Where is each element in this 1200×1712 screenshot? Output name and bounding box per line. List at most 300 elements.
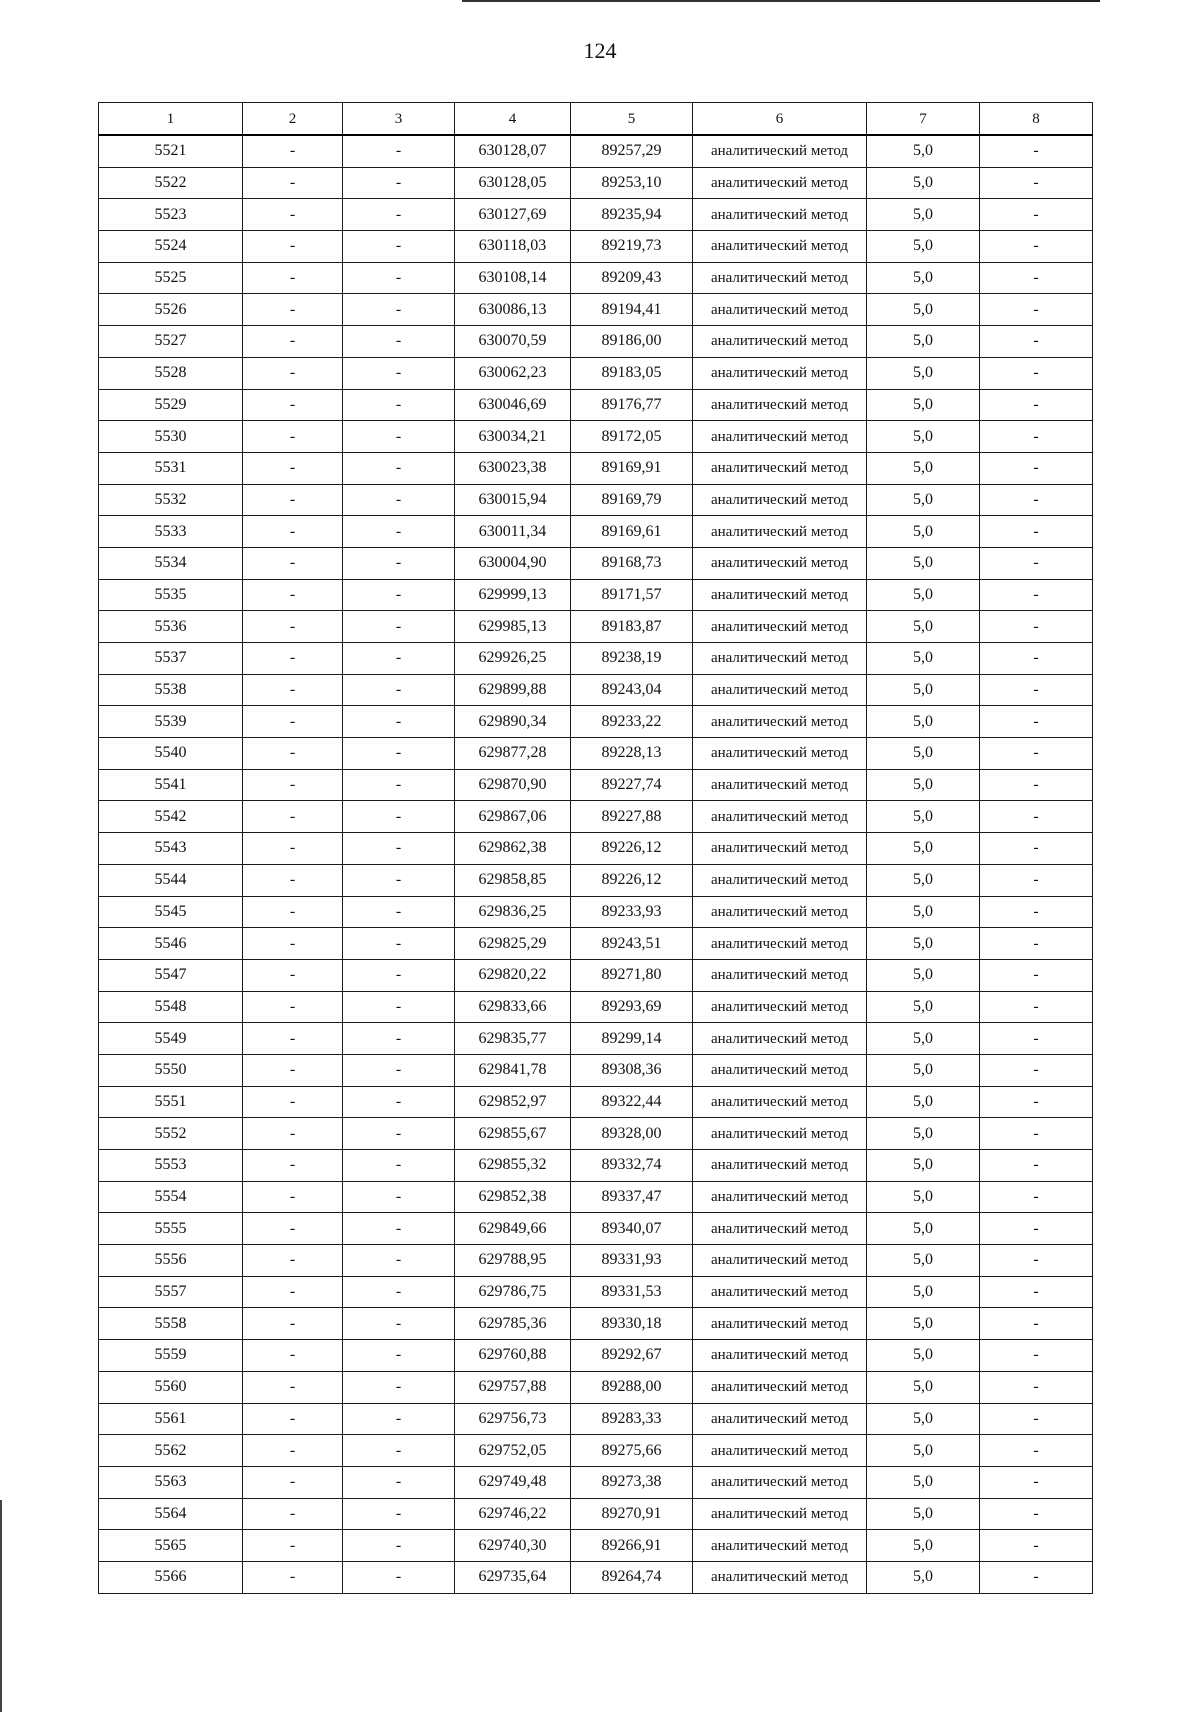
point-number-cell: 5551	[99, 1086, 243, 1118]
point-number-cell: 5544	[99, 864, 243, 896]
col3-cell: -	[343, 1150, 455, 1182]
x-coordinate-cell: 629786,75	[455, 1276, 571, 1308]
point-number-cell: 5523	[99, 199, 243, 231]
column-header-3: 3	[343, 103, 455, 136]
col2-cell: -	[243, 1340, 343, 1372]
y-coordinate-cell: 89172,05	[571, 421, 693, 453]
col3-cell: -	[343, 959, 455, 991]
point-number-cell: 5534	[99, 547, 243, 579]
x-coordinate-cell: 629760,88	[455, 1340, 571, 1372]
col3-cell: -	[343, 769, 455, 801]
x-coordinate-cell: 629858,85	[455, 864, 571, 896]
col2-cell: -	[243, 674, 343, 706]
col3-cell: -	[343, 1340, 455, 1372]
accuracy-cell: 5,0	[867, 1213, 980, 1245]
x-coordinate-cell: 630034,21	[455, 421, 571, 453]
col3-cell: -	[343, 231, 455, 263]
column-header-5: 5	[571, 103, 693, 136]
x-coordinate-cell: 630127,69	[455, 199, 571, 231]
x-coordinate-cell: 629752,05	[455, 1435, 571, 1467]
col3-cell: -	[343, 547, 455, 579]
col3-cell: -	[343, 1118, 455, 1150]
col8-cell: -	[980, 1435, 1093, 1467]
col8-cell: -	[980, 389, 1093, 421]
point-number-cell: 5550	[99, 1054, 243, 1086]
x-coordinate-cell: 629746,22	[455, 1498, 571, 1530]
y-coordinate-cell: 89331,93	[571, 1245, 693, 1277]
col2-cell: -	[243, 959, 343, 991]
col3-cell: -	[343, 1181, 455, 1213]
method-cell: аналитический метод	[693, 1150, 867, 1182]
y-coordinate-cell: 89186,00	[571, 326, 693, 358]
y-coordinate-cell: 89264,74	[571, 1561, 693, 1593]
x-coordinate-cell: 629833,66	[455, 991, 571, 1023]
x-coordinate-cell: 629756,73	[455, 1403, 571, 1435]
point-number-cell: 5521	[99, 135, 243, 167]
table-row	[99, 389, 1093, 421]
y-coordinate-cell: 89293,69	[571, 991, 693, 1023]
accuracy-cell: 5,0	[867, 1371, 980, 1403]
col8-cell: -	[980, 769, 1093, 801]
point-number-cell: 5528	[99, 357, 243, 389]
col3-cell: -	[343, 1498, 455, 1530]
point-number-cell: 5556	[99, 1245, 243, 1277]
col8-cell: -	[980, 579, 1093, 611]
col2-cell: -	[243, 738, 343, 770]
col8-cell: -	[980, 135, 1093, 167]
x-coordinate-cell: 629852,97	[455, 1086, 571, 1118]
col2-cell: -	[243, 1213, 343, 1245]
table-row	[99, 611, 1093, 643]
method-cell: аналитический метод	[693, 1371, 867, 1403]
point-number-cell: 5530	[99, 421, 243, 453]
col3-cell: -	[343, 135, 455, 167]
table-row	[99, 1118, 1093, 1150]
accuracy-cell: 5,0	[867, 959, 980, 991]
y-coordinate-cell: 89228,13	[571, 738, 693, 770]
y-coordinate-cell: 89209,43	[571, 262, 693, 294]
method-cell: аналитический метод	[693, 1530, 867, 1562]
col2-cell: -	[243, 1371, 343, 1403]
col2-cell: -	[243, 421, 343, 453]
accuracy-cell: 5,0	[867, 199, 980, 231]
col2-cell: -	[243, 547, 343, 579]
point-number-cell: 5548	[99, 991, 243, 1023]
x-coordinate-cell: 629740,30	[455, 1530, 571, 1562]
method-cell: аналитический метод	[693, 579, 867, 611]
col3-cell: -	[343, 579, 455, 611]
accuracy-cell: 5,0	[867, 547, 980, 579]
point-number-cell: 5541	[99, 769, 243, 801]
col2-cell: -	[243, 294, 343, 326]
method-cell: аналитический метод	[693, 231, 867, 263]
method-cell: аналитический метод	[693, 611, 867, 643]
x-coordinate-cell: 629785,36	[455, 1308, 571, 1340]
col2-cell: -	[243, 1023, 343, 1055]
col2-cell: -	[243, 1530, 343, 1562]
method-cell: аналитический метод	[693, 1403, 867, 1435]
x-coordinate-cell: 629899,88	[455, 674, 571, 706]
col3-cell: -	[343, 326, 455, 358]
col2-cell: -	[243, 1466, 343, 1498]
method-cell: аналитический метод	[693, 326, 867, 358]
y-coordinate-cell: 89271,80	[571, 959, 693, 991]
method-cell: аналитический метод	[693, 1181, 867, 1213]
table-row	[99, 1213, 1093, 1245]
table-row	[99, 1403, 1093, 1435]
col8-cell: -	[980, 706, 1093, 738]
y-coordinate-cell: 89292,67	[571, 1340, 693, 1372]
method-cell: аналитический метод	[693, 896, 867, 928]
col3-cell: -	[343, 1245, 455, 1277]
accuracy-cell: 5,0	[867, 294, 980, 326]
x-coordinate-cell: 629788,95	[455, 1245, 571, 1277]
col8-cell: -	[980, 643, 1093, 675]
method-cell: аналитический метод	[693, 1435, 867, 1467]
scan-border-line	[0, 1500, 2, 1712]
accuracy-cell: 5,0	[867, 1308, 980, 1340]
accuracy-cell: 5,0	[867, 1245, 980, 1277]
col3-cell: -	[343, 738, 455, 770]
col2-cell: -	[243, 991, 343, 1023]
y-coordinate-cell: 89169,61	[571, 516, 693, 548]
method-cell: аналитический метод	[693, 547, 867, 579]
col8-cell: -	[980, 167, 1093, 199]
table-row	[99, 516, 1093, 548]
col8-cell: -	[980, 484, 1093, 516]
method-cell: аналитический метод	[693, 357, 867, 389]
point-number-cell: 5538	[99, 674, 243, 706]
col3-cell: -	[343, 167, 455, 199]
accuracy-cell: 5,0	[867, 357, 980, 389]
point-number-cell: 5540	[99, 738, 243, 770]
col3-cell: -	[343, 1435, 455, 1467]
col2-cell: -	[243, 769, 343, 801]
method-cell: аналитический метод	[693, 1213, 867, 1245]
x-coordinate-cell: 630108,14	[455, 262, 571, 294]
col2-cell: -	[243, 896, 343, 928]
col3-cell: -	[343, 484, 455, 516]
table-row	[99, 1340, 1093, 1372]
method-cell: аналитический метод	[693, 674, 867, 706]
point-number-cell: 5542	[99, 801, 243, 833]
accuracy-cell: 5,0	[867, 643, 980, 675]
y-coordinate-cell: 89266,91	[571, 1530, 693, 1562]
table-row	[99, 452, 1093, 484]
x-coordinate-cell: 629926,25	[455, 643, 571, 675]
x-coordinate-cell: 629820,22	[455, 959, 571, 991]
accuracy-cell: 5,0	[867, 1181, 980, 1213]
table-row	[99, 1086, 1093, 1118]
accuracy-cell: 5,0	[867, 1498, 980, 1530]
x-coordinate-cell: 629841,78	[455, 1054, 571, 1086]
method-cell: аналитический метод	[693, 1086, 867, 1118]
col8-cell: -	[980, 326, 1093, 358]
table-row	[99, 896, 1093, 928]
accuracy-cell: 5,0	[867, 674, 980, 706]
y-coordinate-cell: 89226,12	[571, 864, 693, 896]
accuracy-cell: 5,0	[867, 833, 980, 865]
accuracy-cell: 5,0	[867, 1054, 980, 1086]
col2-cell: -	[243, 928, 343, 960]
col3-cell: -	[343, 389, 455, 421]
col8-cell: -	[980, 357, 1093, 389]
method-cell: аналитический метод	[693, 421, 867, 453]
col8-cell: -	[980, 1308, 1093, 1340]
col3-cell: -	[343, 896, 455, 928]
method-cell: аналитический метод	[693, 484, 867, 516]
col8-cell: -	[980, 547, 1093, 579]
col8-cell: -	[980, 1245, 1093, 1277]
col2-cell: -	[243, 135, 343, 167]
table-row	[99, 357, 1093, 389]
table-row	[99, 1530, 1093, 1562]
col2-cell: -	[243, 611, 343, 643]
point-number-cell: 5525	[99, 262, 243, 294]
table-row	[99, 421, 1093, 453]
accuracy-cell: 5,0	[867, 1086, 980, 1118]
col2-cell: -	[243, 1181, 343, 1213]
col2-cell: -	[243, 1054, 343, 1086]
col8-cell: -	[980, 611, 1093, 643]
x-coordinate-cell: 630062,23	[455, 357, 571, 389]
col2-cell: -	[243, 1561, 343, 1593]
point-number-cell: 5549	[99, 1023, 243, 1055]
col8-cell: -	[980, 1498, 1093, 1530]
y-coordinate-cell: 89332,74	[571, 1150, 693, 1182]
col8-cell: -	[980, 262, 1093, 294]
accuracy-cell: 5,0	[867, 231, 980, 263]
point-number-cell: 5566	[99, 1561, 243, 1593]
accuracy-cell: 5,0	[867, 1276, 980, 1308]
x-coordinate-cell: 629849,66	[455, 1213, 571, 1245]
col2-cell: -	[243, 1086, 343, 1118]
x-coordinate-cell: 629852,38	[455, 1181, 571, 1213]
col2-cell: -	[243, 357, 343, 389]
col3-cell: -	[343, 801, 455, 833]
accuracy-cell: 5,0	[867, 864, 980, 896]
y-coordinate-cell: 89227,88	[571, 801, 693, 833]
method-cell: аналитический метод	[693, 959, 867, 991]
y-coordinate-cell: 89257,29	[571, 135, 693, 167]
accuracy-cell: 5,0	[867, 706, 980, 738]
point-number-cell: 5532	[99, 484, 243, 516]
column-header-8: 8	[980, 103, 1093, 136]
table-row	[99, 1023, 1093, 1055]
col3-cell: -	[343, 611, 455, 643]
col8-cell: -	[980, 1150, 1093, 1182]
accuracy-cell: 5,0	[867, 1530, 980, 1562]
table-row	[99, 674, 1093, 706]
y-coordinate-cell: 89183,05	[571, 357, 693, 389]
col8-cell: -	[980, 674, 1093, 706]
table-row	[99, 1054, 1093, 1086]
table-row	[99, 1371, 1093, 1403]
col3-cell: -	[343, 864, 455, 896]
accuracy-cell: 5,0	[867, 1466, 980, 1498]
col3-cell: -	[343, 1308, 455, 1340]
col3-cell: -	[343, 1403, 455, 1435]
col3-cell: -	[343, 452, 455, 484]
y-coordinate-cell: 89322,44	[571, 1086, 693, 1118]
col8-cell: -	[980, 421, 1093, 453]
point-number-cell: 5536	[99, 611, 243, 643]
col2-cell: -	[243, 1118, 343, 1150]
col8-cell: -	[980, 896, 1093, 928]
x-coordinate-cell: 630046,69	[455, 389, 571, 421]
method-cell: аналитический метод	[693, 262, 867, 294]
col3-cell: -	[343, 833, 455, 865]
table-row	[99, 294, 1093, 326]
col3-cell: -	[343, 199, 455, 231]
col8-cell: -	[980, 1276, 1093, 1308]
point-number-cell: 5526	[99, 294, 243, 326]
table-row	[99, 199, 1093, 231]
method-cell: аналитический метод	[693, 643, 867, 675]
y-coordinate-cell: 89283,33	[571, 1403, 693, 1435]
table-header-row	[99, 103, 1093, 136]
table-row	[99, 326, 1093, 358]
point-number-cell: 5564	[99, 1498, 243, 1530]
method-cell: аналитический метод	[693, 199, 867, 231]
table-row	[99, 769, 1093, 801]
method-cell: аналитический метод	[693, 516, 867, 548]
y-coordinate-cell: 89233,93	[571, 896, 693, 928]
col3-cell: -	[343, 421, 455, 453]
col8-cell: -	[980, 1340, 1093, 1372]
table-body	[99, 135, 1093, 1593]
col3-cell: -	[343, 294, 455, 326]
y-coordinate-cell: 89235,94	[571, 199, 693, 231]
point-number-cell: 5563	[99, 1466, 243, 1498]
col2-cell: -	[243, 1245, 343, 1277]
y-coordinate-cell: 89243,04	[571, 674, 693, 706]
coordinates-table	[98, 102, 1093, 1594]
col3-cell: -	[343, 1023, 455, 1055]
y-coordinate-cell: 89288,00	[571, 1371, 693, 1403]
table-row	[99, 706, 1093, 738]
col8-cell: -	[980, 1466, 1093, 1498]
col8-cell: -	[980, 1181, 1093, 1213]
col2-cell: -	[243, 1498, 343, 1530]
point-number-cell: 5529	[99, 389, 243, 421]
x-coordinate-cell: 630128,07	[455, 135, 571, 167]
col8-cell: -	[980, 1371, 1093, 1403]
method-cell: аналитический метод	[693, 1054, 867, 1086]
method-cell: аналитический метод	[693, 801, 867, 833]
col3-cell: -	[343, 643, 455, 675]
col2-cell: -	[243, 801, 343, 833]
y-coordinate-cell: 89328,00	[571, 1118, 693, 1150]
accuracy-cell: 5,0	[867, 167, 980, 199]
point-number-cell: 5562	[99, 1435, 243, 1467]
method-cell: аналитический метод	[693, 706, 867, 738]
method-cell: аналитический метод	[693, 452, 867, 484]
accuracy-cell: 5,0	[867, 1023, 980, 1055]
col8-cell: -	[980, 833, 1093, 865]
table-row	[99, 991, 1093, 1023]
accuracy-cell: 5,0	[867, 1150, 980, 1182]
y-coordinate-cell: 89243,51	[571, 928, 693, 960]
col3-cell: -	[343, 1054, 455, 1086]
method-cell: аналитический метод	[693, 1308, 867, 1340]
col3-cell: -	[343, 1530, 455, 1562]
y-coordinate-cell: 89331,53	[571, 1276, 693, 1308]
table-row	[99, 1561, 1093, 1593]
x-coordinate-cell: 629985,13	[455, 611, 571, 643]
y-coordinate-cell: 89238,19	[571, 643, 693, 675]
col3-cell: -	[343, 928, 455, 960]
x-coordinate-cell: 629862,38	[455, 833, 571, 865]
col8-cell: -	[980, 959, 1093, 991]
accuracy-cell: 5,0	[867, 1561, 980, 1593]
column-header-7: 7	[867, 103, 980, 136]
col8-cell: -	[980, 1023, 1093, 1055]
col2-cell: -	[243, 706, 343, 738]
col8-cell: -	[980, 1086, 1093, 1118]
accuracy-cell: 5,0	[867, 896, 980, 928]
method-cell: аналитический метод	[693, 1498, 867, 1530]
x-coordinate-cell: 630118,03	[455, 231, 571, 263]
method-cell: аналитический метод	[693, 1561, 867, 1593]
table-row	[99, 959, 1093, 991]
method-cell: аналитический метод	[693, 167, 867, 199]
method-cell: аналитический метод	[693, 833, 867, 865]
col2-cell: -	[243, 262, 343, 294]
point-number-cell: 5561	[99, 1403, 243, 1435]
x-coordinate-cell: 629867,06	[455, 801, 571, 833]
accuracy-cell: 5,0	[867, 991, 980, 1023]
point-number-cell: 5558	[99, 1308, 243, 1340]
y-coordinate-cell: 89299,14	[571, 1023, 693, 1055]
y-coordinate-cell: 89176,77	[571, 389, 693, 421]
y-coordinate-cell: 89340,07	[571, 1213, 693, 1245]
x-coordinate-cell: 629749,48	[455, 1466, 571, 1498]
accuracy-cell: 5,0	[867, 326, 980, 358]
y-coordinate-cell: 89169,79	[571, 484, 693, 516]
method-cell: аналитический метод	[693, 135, 867, 167]
method-cell: аналитический метод	[693, 1245, 867, 1277]
accuracy-cell: 5,0	[867, 421, 980, 453]
method-cell: аналитический метод	[693, 769, 867, 801]
accuracy-cell: 5,0	[867, 389, 980, 421]
col2-cell: -	[243, 1276, 343, 1308]
col3-cell: -	[343, 674, 455, 706]
col2-cell: -	[243, 516, 343, 548]
method-cell: аналитический метод	[693, 294, 867, 326]
col2-cell: -	[243, 1435, 343, 1467]
x-coordinate-cell: 630086,13	[455, 294, 571, 326]
col2-cell: -	[243, 864, 343, 896]
accuracy-cell: 5,0	[867, 516, 980, 548]
accuracy-cell: 5,0	[867, 928, 980, 960]
point-number-cell: 5546	[99, 928, 243, 960]
col3-cell: -	[343, 706, 455, 738]
point-number-cell: 5565	[99, 1530, 243, 1562]
y-coordinate-cell: 89273,38	[571, 1466, 693, 1498]
col8-cell: -	[980, 1213, 1093, 1245]
y-coordinate-cell: 89171,57	[571, 579, 693, 611]
col2-cell: -	[243, 484, 343, 516]
table-row	[99, 167, 1093, 199]
table-row	[99, 738, 1093, 770]
col8-cell: -	[980, 516, 1093, 548]
col8-cell: -	[980, 1561, 1093, 1593]
col3-cell: -	[343, 1466, 455, 1498]
point-number-cell: 5524	[99, 231, 243, 263]
col2-cell: -	[243, 579, 343, 611]
y-coordinate-cell: 89308,36	[571, 1054, 693, 1086]
